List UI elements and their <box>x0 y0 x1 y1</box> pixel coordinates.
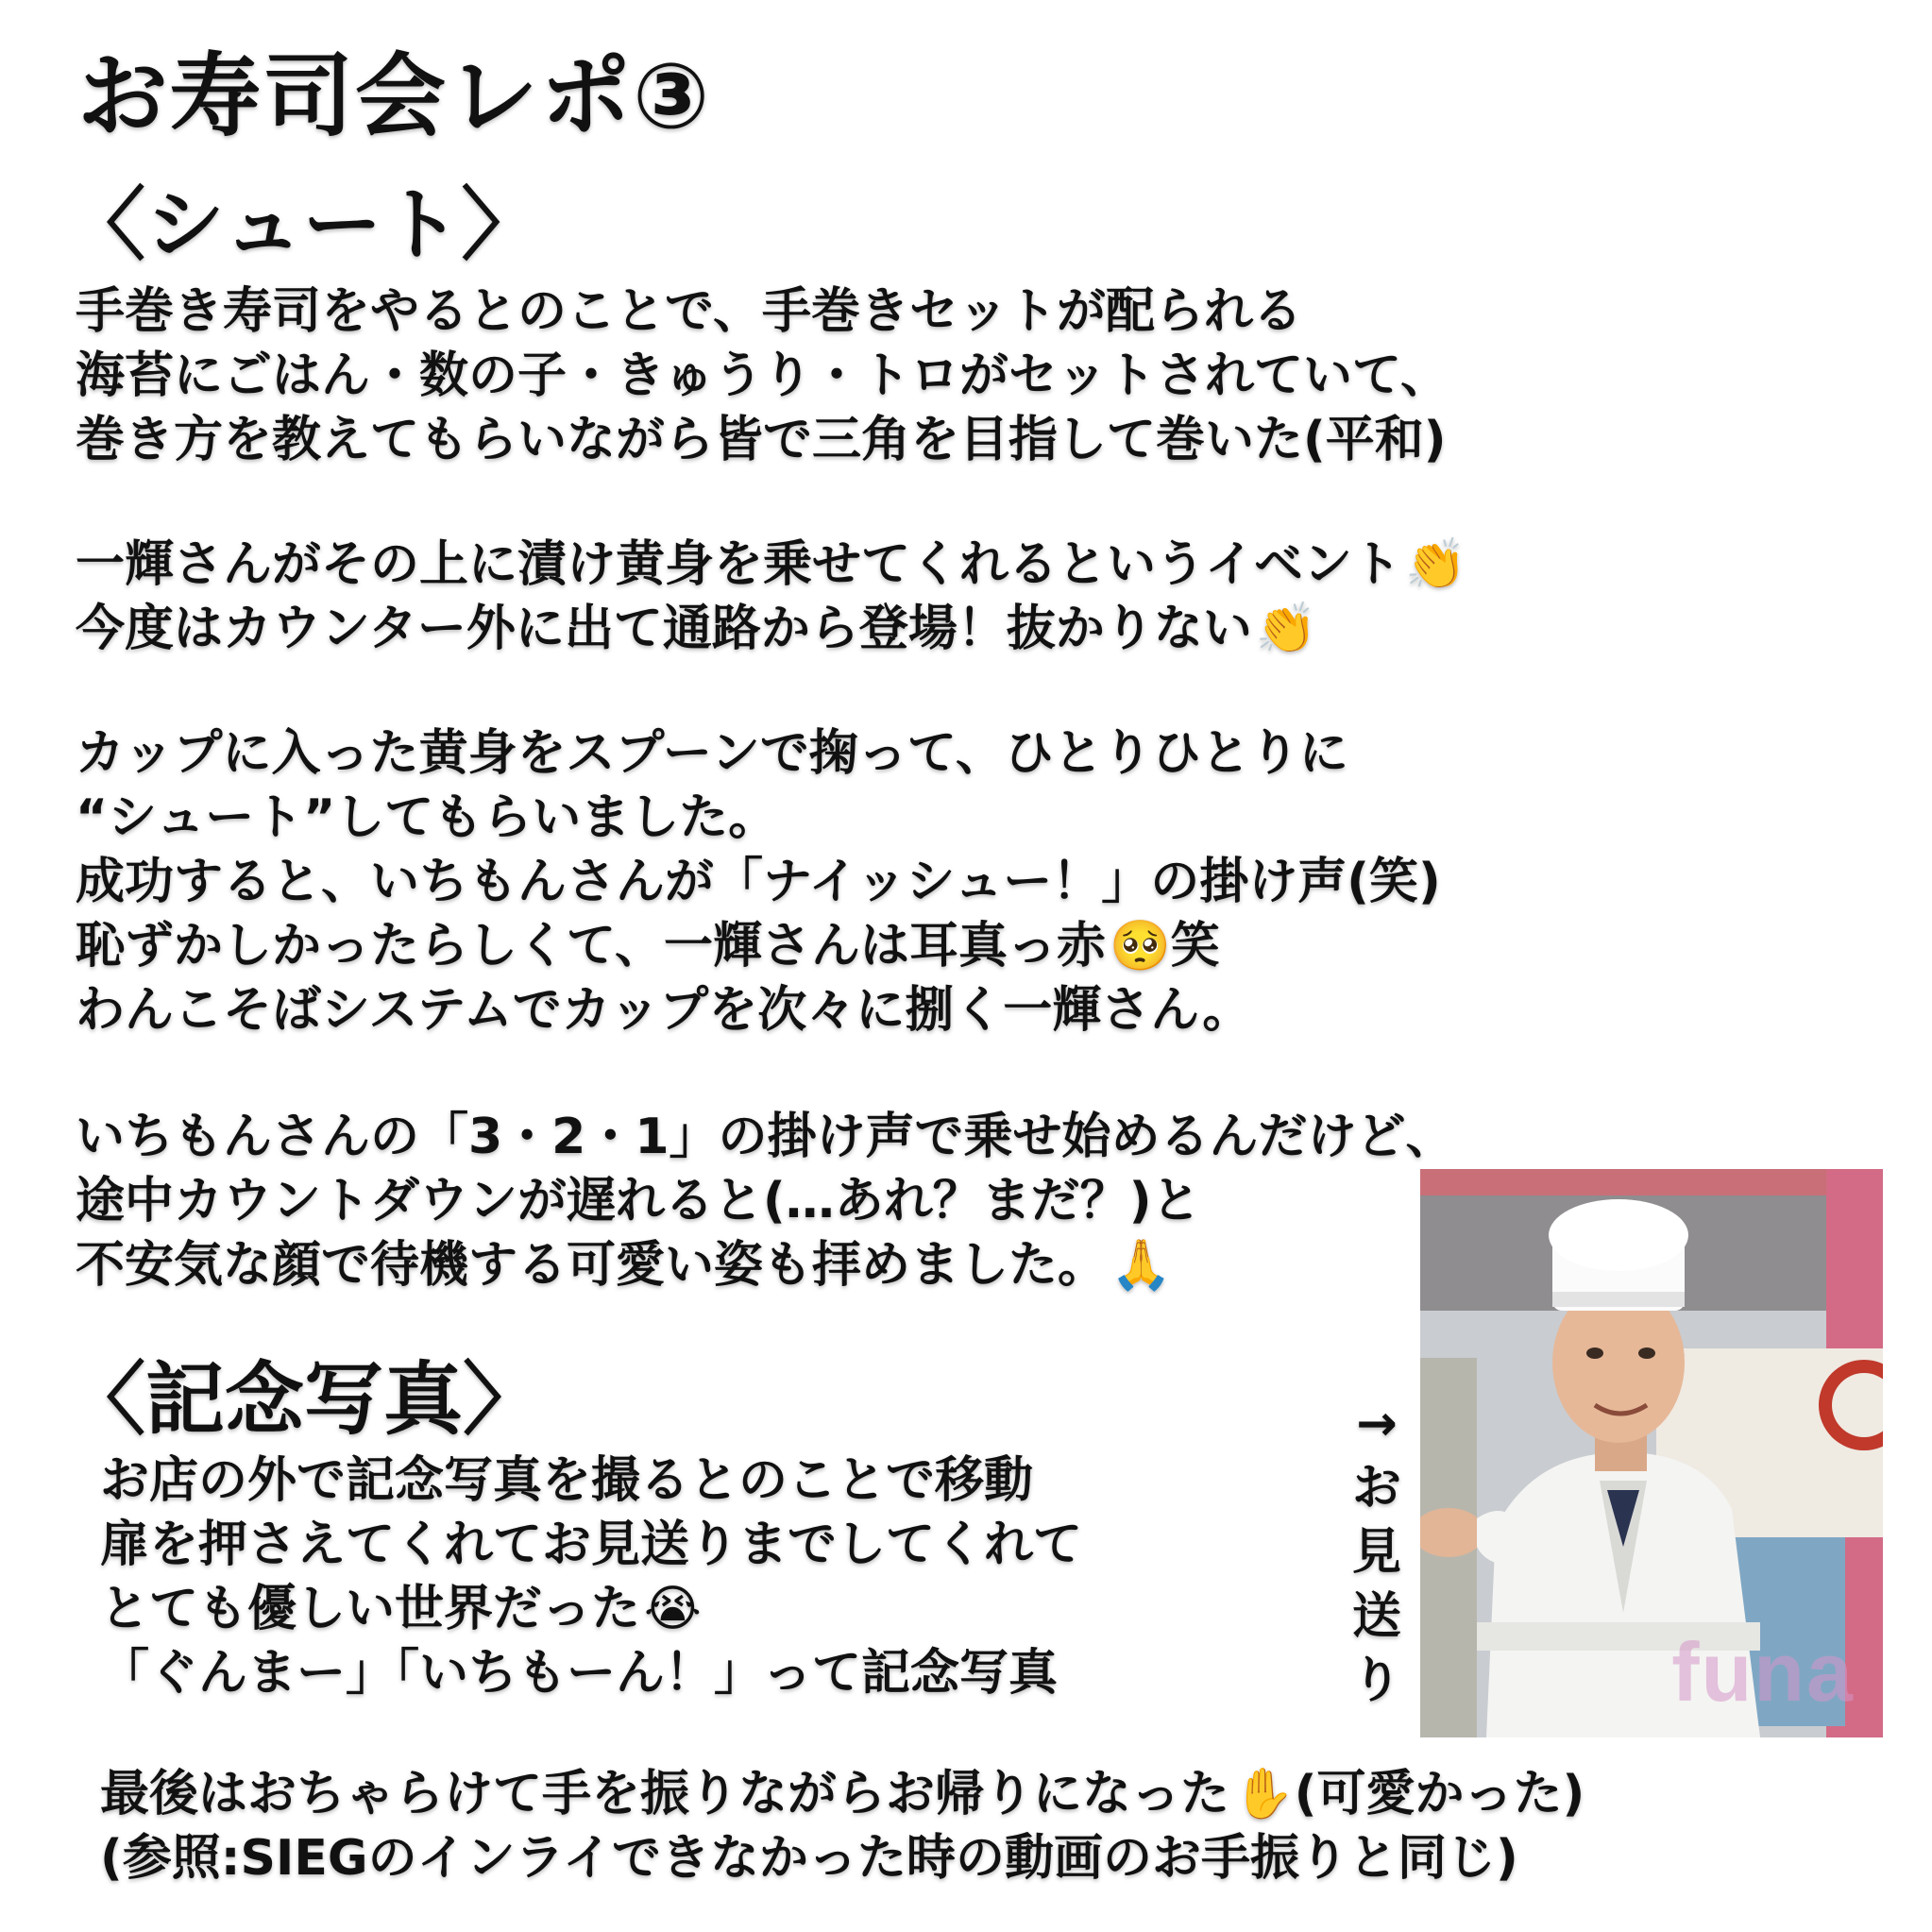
text-line: 成功すると、いちもんさんが「ナイッシュー！」の掛け声(笑) <box>76 854 1441 910</box>
paragraph-countdown <box>76 1105 1455 1297</box>
text-line <box>76 1233 1455 1297</box>
text-line: わんこそばシステムでカップを次々に捌く一輝さん。 <box>76 982 1252 1039</box>
chef-photo <box>1420 1169 1883 1737</box>
text-line <box>76 914 1441 978</box>
text-segment: 笑 <box>1170 918 1220 974</box>
text-segment: 最後はおちゃらけて手を振りながらお帰りになった <box>100 1766 1230 1822</box>
section-heading-shoot: 〈シュート〉 <box>66 178 541 271</box>
text-line: (参照:SIEGのインライできなかった時の動画のお手振りと同じ) <box>100 1830 1518 1887</box>
paragraph-shoot <box>76 721 1441 1042</box>
text-line <box>100 1577 1082 1641</box>
watermark: funa <box>1671 1625 1855 1719</box>
caption-char: お <box>1351 1460 1401 1517</box>
paragraph-handroll <box>76 280 1449 472</box>
section-heading-photo: 〈記念写真〉 <box>66 1353 543 1446</box>
text-line: 扉を押さえてくれてお見送りまでしてくれて <box>100 1517 1083 1573</box>
raised-hand-icon: ✋ <box>1233 1766 1295 1822</box>
caption-char: り <box>1351 1652 1401 1709</box>
text-line: お店の外で記念写真を撮るとのことで移動 <box>100 1452 1034 1509</box>
pray-icon: 🙏 <box>1110 1237 1172 1294</box>
caption-char: 送 <box>1351 1588 1401 1645</box>
arrow-right-icon: → <box>1356 1396 1398 1452</box>
paragraph-ending <box>100 1762 1585 1890</box>
text-segment: とても優しい世界だった <box>100 1581 641 1637</box>
text-line: 途中カウントダウンが遅れると(…あれ？まだ？)と <box>76 1173 1201 1229</box>
text-segment: 今度はカウンター外に出て通路から登場！抜かりない <box>76 601 1252 657</box>
clap-icon: 👏 <box>1255 601 1317 657</box>
page-title: お寿司会レポ③ <box>77 43 712 149</box>
text-line <box>100 1762 1585 1826</box>
paragraph-event <box>76 533 1466 661</box>
text-line: カップに入った黄身をスプーンで掬って、ひとりひとりに <box>76 725 1348 782</box>
text-segment: 不安気な顔で待機する可愛い姿も拝めました。 <box>76 1237 1108 1294</box>
text-line: 海苔にごはん・数の子・きゅうり・トロがセットされていて、 <box>76 347 1449 404</box>
text-line: いちもんさんの「3・2・1」の掛け声で乗せ始めるんだけど、 <box>76 1109 1455 1165</box>
text-line: 「ぐんまー」「いちもーん！」って記念写真 <box>100 1645 1059 1702</box>
paragraph-photo <box>100 1449 1082 1705</box>
crying-face-icon: 😭 <box>644 1581 702 1637</box>
text-line: “シュート”してもらいました。 <box>76 789 778 846</box>
text-line: 巻き方を教えてもらいながら皆で三角を目指して巻いた(平和) <box>76 412 1447 468</box>
pleading-face-icon: 🥺 <box>1109 918 1171 974</box>
text-line: 手巻き寿司をやるとのことで、手巻きセットが配られる <box>76 283 1302 340</box>
text-line <box>76 533 1466 597</box>
text-line <box>76 597 1466 661</box>
text-segment: 一輝さんがその上に漬け黄身を乗せてくれるというイベント <box>76 536 1402 593</box>
text-segment: (可愛かった) <box>1294 1766 1585 1822</box>
text-segment: 恥ずかしかったらしくて、一輝さんは耳真っ赤 <box>76 918 1106 974</box>
photo-side-caption <box>1345 1392 1409 1713</box>
clap-icon: 👏 <box>1405 536 1466 593</box>
caption-char: 見 <box>1351 1524 1401 1581</box>
